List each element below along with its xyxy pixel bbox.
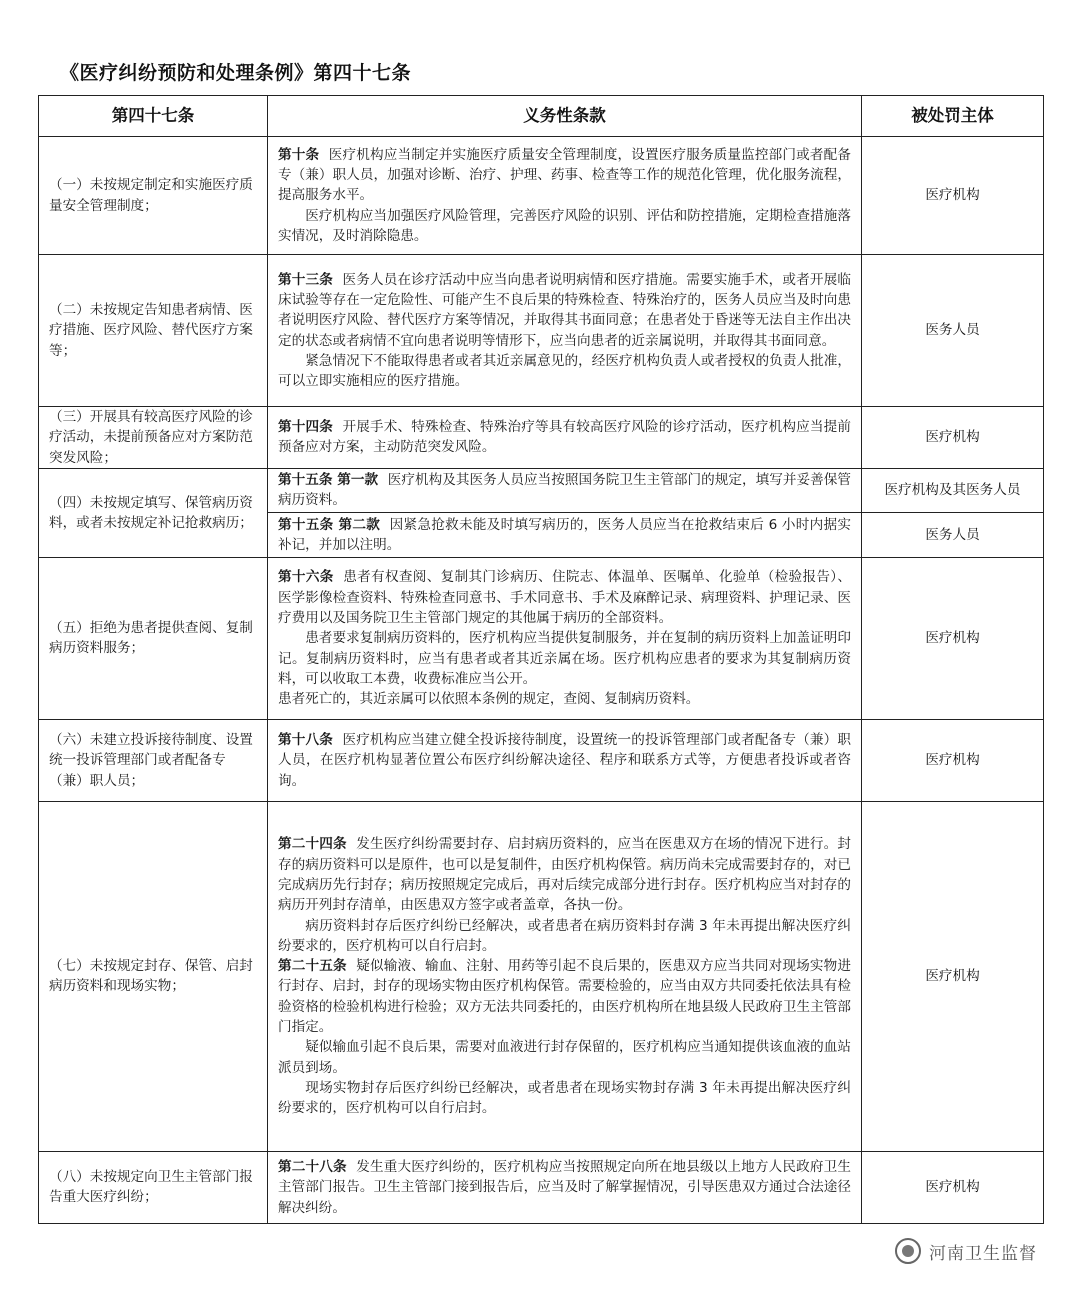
obligation-paragraph (278, 567, 851, 628)
article-text: 患者有权查阅、复制其门诊病历、住院志、体温单、医嘱单、化验单（检验报告）、医学影像检查资料、特殊检查同意书、手术同意书、手术及麻醉记录、病理资料、护理记录、医疗费用以及国务院卫生主管部门规定的其他属于病历的全部资料。 (278, 569, 851, 626)
article-text: 患者要求复制病历资料的，医疗机构应当提供复制服务，并在复制的病历资料上加盖证明印记。复制病历资料时，应当有患者或者其近亲属在场。医疗机构应患者的要求为其复制病历资料，可以收取工本费，收费标准应当公开。 (278, 630, 851, 687)
table-row (39, 1151, 1044, 1223)
header-obligations: 义务性条款 (268, 96, 862, 137)
obligation-paragraph (278, 270, 851, 351)
table-row (39, 137, 1044, 255)
regulation-table (38, 95, 1044, 1224)
violation-clause: （二）未按规定告知患者病情、医疗措施、医疗风险、替代医疗方案等； (39, 255, 268, 407)
penalized-subject: 医疗机构 (862, 801, 1044, 1151)
obligation-cell (268, 407, 862, 469)
obligation-paragraph (278, 417, 851, 458)
article-text: 现场实物封存后医疗纠纷已经解决，或者患者在现场实物封存满 3 年未再提出解决医疗纠纷要求的，医疗机构可以自行启封。 (278, 1079, 851, 1117)
footer-logo-text: 河南卫生监督 (929, 1243, 1037, 1264)
article-text: 发生医疗纠纷需要封存、启封病历资料的，应当在医患双方在场的情况下进行。封存的病历资料可以是原件，也可以是复制件，由医疗机构保管。病历尚未完成需要封存的，对已完成病历先行封存；病历按照规定完成后，再对后续完成部分进行封存。医疗机构应当对封存的病历开列封存清单，由医患双方签字或者盖章，各执一份。 (278, 836, 852, 914)
table-row (39, 719, 1044, 801)
obligation-paragraph (278, 351, 851, 392)
violation-clause: （三）开展具有较高医疗风险的诊疗活动，未提前预备应对方案防范突发风险； (39, 407, 268, 469)
table-row (39, 801, 1044, 1151)
page-title: 《医疗纠纷预防和处理条例》第四十七条 (60, 62, 412, 84)
obligation-paragraph (278, 956, 851, 1037)
article-number: 第十五条 第一款 (278, 472, 379, 489)
violation-clause: （八）未按规定向卫生主管部门报告重大医疗纠纷； (39, 1151, 268, 1223)
table-row (39, 407, 1044, 469)
table-header-row (39, 96, 1044, 137)
article-text: 患者死亡的，其近亲属可以依照本条例的规定，查阅、复制病历资料。 (278, 691, 700, 708)
article-text: 因紧急抢救未能及时填写病历的，医务人员应当在抢救结束后 6 小时内据实补记，并加以注明。 (278, 516, 851, 553)
article-text: 医疗机构应当制定并实施医疗质量安全管理制度，设置医疗服务质量监控部门或者配备专（兼）职人员，加强对诊断、治疗、护理、药事、检查等工作的规范化管理，优化服务流程，提高服务水平。 (278, 146, 852, 204)
penalized-subject: 医务人员 (862, 255, 1044, 407)
obligation-cell (268, 255, 862, 407)
obligation-cell (268, 512, 862, 557)
article-text: 发生重大医疗纠纷的，医疗机构应当按照规定向所在地县级以上地方人民政府卫生主管部门报告。卫生主管部门接到报告后，应当及时了解掌握情况，引导医患双方通过合法途径解决纠纷。 (278, 1158, 852, 1216)
obligation-paragraph (278, 1078, 851, 1119)
obligation-paragraph (278, 206, 851, 247)
violation-clause: （五）拒绝为患者提供查阅、复制病历资料服务； (39, 557, 268, 719)
table-row (39, 255, 1044, 407)
penalized-subject: 医疗机构 (862, 137, 1044, 255)
obligation-paragraph (278, 470, 851, 511)
obligation-paragraph (278, 628, 851, 689)
obligation-cell (268, 719, 862, 801)
penalized-subject: 医疗机构 (862, 719, 1044, 801)
violation-clause: （六）未建立投诉接待制度、设置统一投诉管理部门或者配备专（兼）职人员； (39, 719, 268, 801)
obligation-paragraph (278, 1157, 851, 1218)
article-number: 第十五条 第二款 (278, 516, 381, 533)
footer-logo (895, 1238, 1037, 1264)
article-number: 第十六条 (278, 569, 334, 586)
penalized-subject: 医疗机构 (862, 557, 1044, 719)
penalized-subject: 医疗机构及其医务人员 (862, 468, 1044, 512)
penalized-subject: 医疗机构 (862, 1151, 1044, 1223)
article-text: 紧急情况下不能取得患者或者其近亲属意见的，经医疗机构负责人或者授权的负责人批准，可以立即实施相应的医疗措施。 (278, 352, 851, 390)
table-row (39, 557, 1044, 719)
obligation-paragraph (278, 145, 851, 206)
article-text: 疑似输血引起不良后果，需要对血液进行封存保留的，医疗机构应当通知提供该血液的血站派员到场。 (278, 1039, 851, 1076)
obligation-paragraph (278, 1037, 851, 1078)
obligation-paragraph (278, 689, 851, 709)
violation-clause: （一）未按规定制定和实施医疗质量安全管理制度； (39, 137, 268, 255)
article-number: 第二十四条 (278, 836, 347, 853)
obligation-cell (268, 801, 862, 1151)
obligation-paragraph (278, 834, 851, 915)
article-text: 疑似输液、输血、注射、用药等引起不良后果的，医患双方应当共同对现场实物进行封存、启封，封存的现场实物由医疗机构保管。需要检验的，应当由双方共同委托依法具有检验资格的检验机构进行检验；双方无法共同委托的，由医疗机构所在地县级人民政府卫生主管部门指定。 (278, 958, 852, 1035)
article-number: 第二十八条 (278, 1158, 347, 1175)
article-text: 开展手术、特殊检查、特殊治疗等具有较高医疗风险的诊疗活动，医疗机构应当提前预备应对方案，主动防范突发风险。 (278, 419, 852, 456)
header-subject: 被处罚主体 (862, 96, 1044, 137)
penalized-subject: 医疗机构 (862, 407, 1044, 469)
violation-clause: （四）未按规定填写、保管病历资料，或者未按规定补记抢救病历； (39, 468, 268, 557)
penalized-subject: 医务人员 (862, 512, 1044, 557)
obligation-cell (268, 1151, 862, 1223)
article-text: 医疗机构应当建立健全投诉接待制度，设置统一的投诉管理部门或者配备专（兼）职人员，在医疗机构显著位置公布医疗纠纷解决途径、程序和联系方式等，方便患者投诉或者咨询。 (278, 731, 852, 789)
obligation-paragraph (278, 515, 851, 556)
article-number: 第十三条 (278, 271, 333, 288)
header-article: 第四十七条 (39, 96, 268, 137)
obligation-paragraph (278, 730, 851, 791)
emblem-icon (895, 1238, 921, 1264)
article-text: 医务人员在诊疗活动中应当向患者说明病情和医疗措施。需要实施手术，或者开展临床试验等存在一定危险性、可能产生不良后果的特殊检查、特殊治疗的，医务人员应当及时向患者说明医疗风险、替代医疗方案等情况，并取得其书面同意；在患者处于昏迷等无法自主作出决定的状态或者病情不宜向患者说明等情形下，应当向患者的近亲属说明，并取得其书面同意。 (278, 271, 852, 349)
obligation-cell (268, 137, 862, 255)
obligation-cell (268, 557, 862, 719)
article-text: 医疗机构应当加强医疗风险管理，完善医疗风险的识别、评估和防控措施，定期检查措施落实情况，及时消除隐患。 (278, 207, 851, 244)
article-number: 第十四条 (278, 419, 333, 436)
obligation-cell (268, 468, 862, 512)
article-text: 病历资料封存后医疗纠纷已经解决，或者患者在病历资料封存满 3 年未再提出解决医疗纠纷要求的，医疗机构可以自行启封。 (278, 917, 851, 954)
article-text: 医疗机构及其医务人员应当按照国务院卫生主管部门的规定，填写并妥善保管病历资料。 (278, 472, 852, 509)
obligation-paragraph (278, 916, 851, 957)
violation-clause: （七）未按规定封存、保管、启封病历资料和现场实物； (39, 801, 268, 1151)
article-number: 第二十五条 (278, 958, 347, 975)
article-number: 第十八条 (278, 731, 333, 748)
table-row (39, 468, 1044, 512)
article-number: 第十条 (278, 146, 320, 163)
